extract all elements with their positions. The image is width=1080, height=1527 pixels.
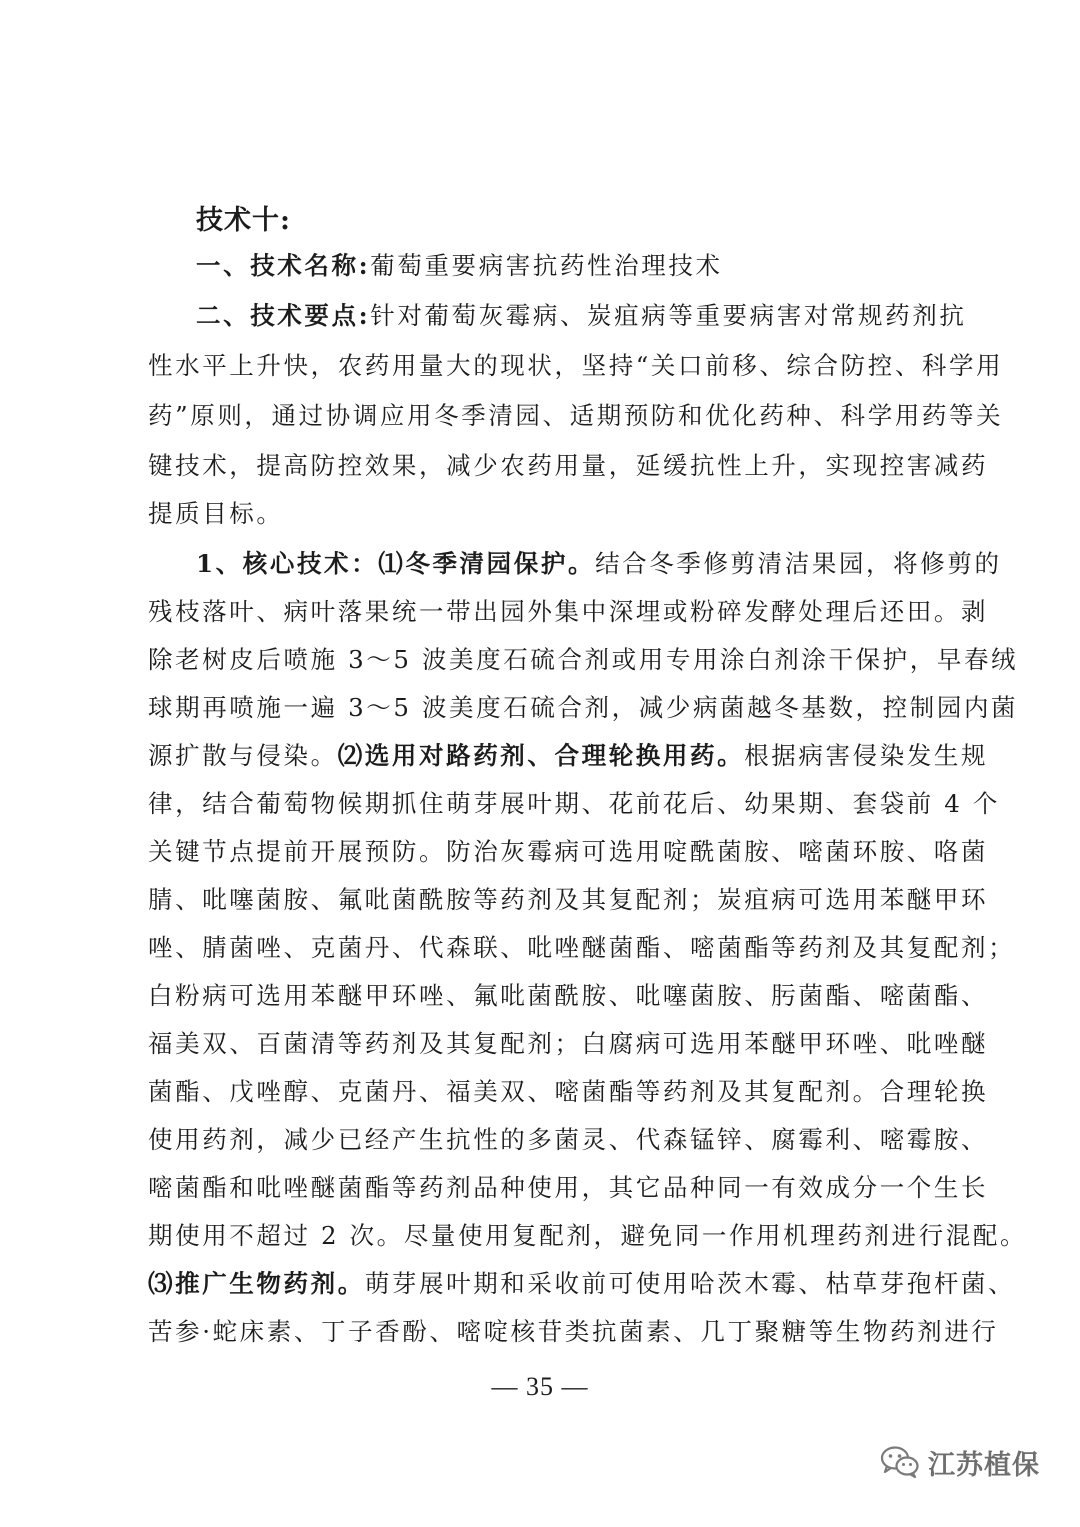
core-tech-line-12: 菌酯、戊唑醇、克菌丹、福美双、嘧菌酯等药剂及其复配剂。合理轮换 [148,1077,989,1106]
core-tech-line-15: 期使用不超过 2 次。尽量使用复配剂，避免同一作用机理药剂进行混配。 [148,1221,1028,1250]
core-tech-line-10: 白粉病可选用苯醚甲环唑、氟吡菌酰胺、吡噻菌胺、肟菌酯、嘧菌酯、 [148,981,989,1010]
subheading-rotation: ⑵选用对路药剂、合理轮换用药。 [337,741,745,770]
tech-points-label: 二、技术要点: [196,301,371,330]
tech-points-line-1: 二、技术要点:针对葡萄灰霉病、炭疽病等重要病害对常规药剂抗 [196,301,967,330]
core-tech-label: 1、核心技术： [196,549,379,578]
core-tech-line-4: 球期再喷施一遍 3～5 波美度石硫合剂，减少病菌越冬基数，控制园内菌 [148,693,1019,722]
tech-name-label: 一、技术名称: [196,251,371,280]
core-tech-line-2: 残枝落叶、病叶落果统一带出园外集中深埋或粉碎发酵处理后还田。剥 [148,597,989,626]
core-tech-line-3: 除老树皮后喷施 3～5 波美度石硫合剂或用专用涂白剂涂干保护，早春绒 [148,645,1019,674]
core-tech-line-13: 使用药剂，减少已经产生抗性的多菌灵、代森锰锌、腐霉利、嘧霉胺、 [148,1125,989,1154]
page-number: — 35 — [491,1372,589,1401]
tech-points-line-2: 性水平上升快，农药用量大的现状，坚持“关口前移、综合防控、科学用 [148,351,1004,380]
core-tech-line-1: 1、核心技术：⑴冬季清园保护。结合冬季修剪清洁果园，将修剪的 [196,549,1002,578]
subheading-winter-cleaning: ⑴冬季清园保护。 [378,549,596,578]
watermark-text: 江苏植保 [928,1449,1040,1481]
tech-name-line [196,246,938,286]
core-tech-line-11: 福美双、百菌清等药剂及其复配剂；白腐病可选用苯醚甲环唑、吡唑醚 [148,1029,989,1058]
core-tech-line-8: 腈、吡噻菌胺、氟吡菌酰胺等药剂及其复配剂；炭疽病可选用苯醚甲环 [148,885,989,914]
tech-points-line-3: 药”原则，通过协调应用冬季清园、适期预防和优化药种、科学用药等关 [148,401,1004,430]
tech-points-line-5: 提质目标。 [148,499,284,528]
subheading-biopesticide: ⑶推广生物药剂。 [148,1269,365,1298]
core-tech-line-14: 嘧菌酯和吡唑醚菌酯等药剂品种使用，其它品种同一有效成分一个生长 [148,1173,989,1202]
core-tech-line-17: 苦参·蛇床素、丁子香酚、嘧啶核苷类抗菌素、几丁聚糖等生物药剂进行 [148,1317,999,1346]
core-tech-line-16: ⑶推广生物药剂。萌芽展叶期和采收前可使用哈茨木霉、枯草芽孢杆菌、 [148,1269,1016,1298]
tech-points-line-4: 键技术，提高防控效果，减少农药用量，延缓抗性上升，实现控害减药 [148,451,989,480]
core-tech-line-5: 源扩散与侵染。⑵选用对路药剂、合理轮换用药。根据病害侵染发生规 [148,741,989,770]
section-heading: 技术十: [196,205,291,236]
wechat-icon [880,1445,920,1479]
core-tech-line-7: 关键节点提前开展预防。防治灰霉病可选用啶酰菌胺、嘧菌环胺、咯菌 [148,837,989,866]
core-tech-line-6: 律，结合葡萄物候期抓住萌芽展叶期、花前花后、幼果期、套袋前 4 个 [148,789,1000,818]
watermark [880,1440,1040,1484]
core-tech-line-9: 唑、腈菌唑、克菌丹、代森联、吡唑醚菌酯、嘧菌酯等药剂及其复配剂； [148,933,1016,962]
tech-name-value: 葡萄重要病害抗药性治理技术 [370,251,723,280]
